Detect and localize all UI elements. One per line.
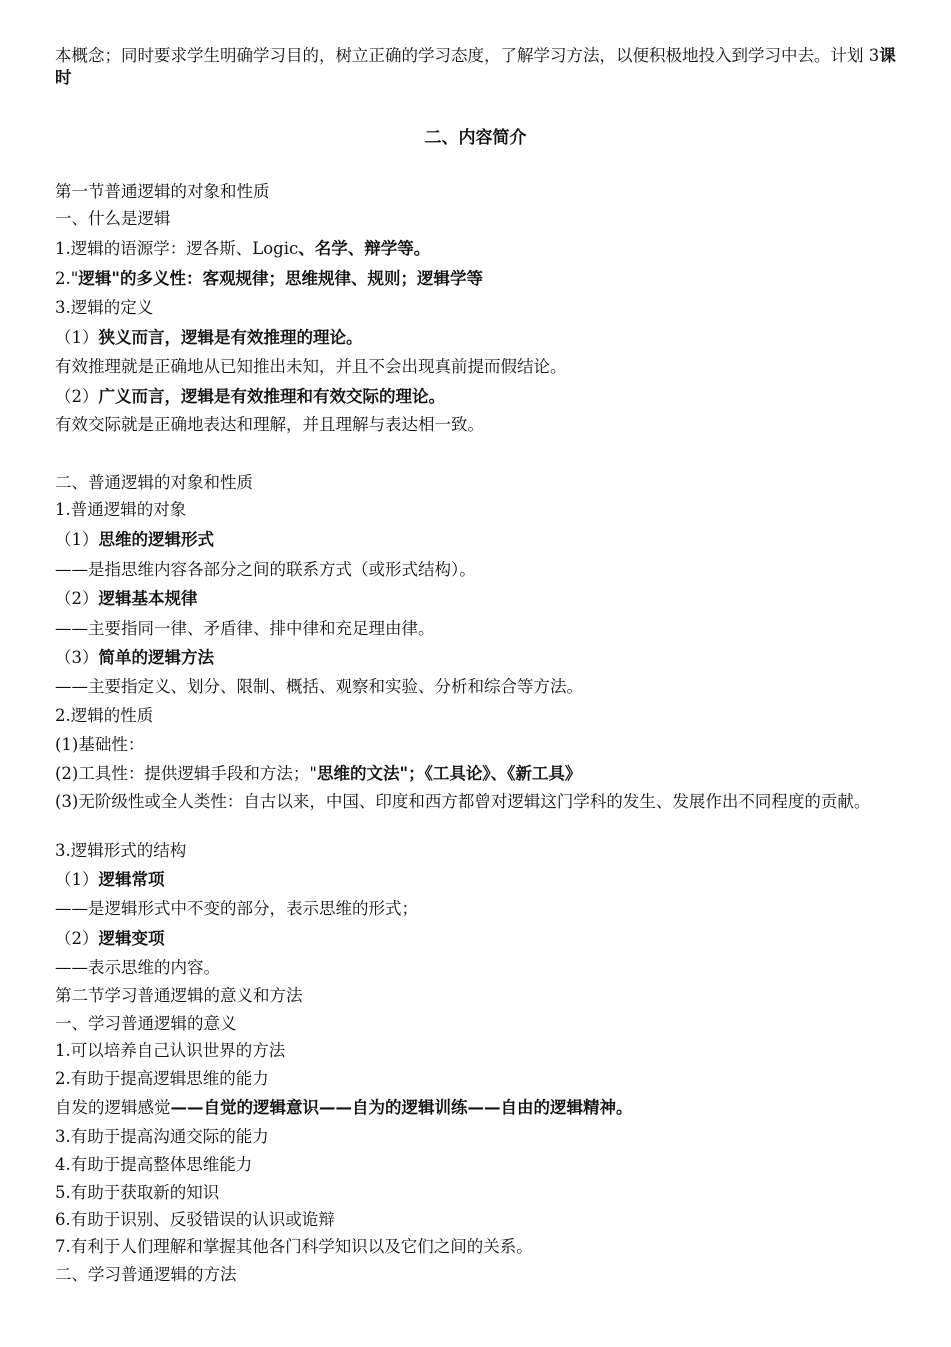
narrow-definition (55, 327, 896, 349)
polysemy-bold: 逻辑"的多义性：客观规律；思维规律、规则；逻辑学等 (78, 269, 483, 288)
broad-definition-desc: 有效交际就是正确地表达和理解，并且理解与表达相一致。 (55, 415, 484, 434)
etymology-bold: 、名学、辩学等。 (298, 239, 431, 258)
meaning-item-2: 2.有助于提高逻辑思维的能力 (55, 1069, 269, 1088)
meaning-item-7: 7.有利于人们理解和掌握其他各门科学知识以及它们之间的关系。 (55, 1237, 533, 1256)
broad-definition-num: （2） (55, 387, 99, 406)
etymology-text: 1.逻辑的语源学：逻各斯、Logic (55, 239, 299, 258)
meaning-item-6: 6.有助于识别、反驳错误的认识或诡辩 (55, 1210, 335, 1229)
object-item-1-num: （1） (55, 530, 99, 549)
form-item-2-desc: ——表示思维的内容。 (55, 958, 220, 977)
meaning-item-5: 5.有助于获取新的知识 (55, 1183, 220, 1202)
narrow-definition-bold: 狭义而言，逻辑是有效推理的理论。 (98, 328, 363, 347)
form-item-1-bold: 逻辑常项 (98, 870, 165, 889)
meaning-item-2-desc-text: 自发的逻辑感觉 (55, 1098, 171, 1117)
section-heading: 二、内容简介 (424, 128, 527, 148)
form-item-2 (55, 928, 896, 950)
section1-title: 第一节普通逻辑的对象和性质 (55, 182, 270, 201)
form-item-2-bold: 逻辑变项 (98, 929, 165, 948)
polysemy-text: 2." (55, 269, 79, 288)
object-item-2-bold: 逻辑基本规律 (98, 589, 198, 608)
nature-item-2-bold: 思维的文法"；《工具论》、《新工具》 (316, 764, 582, 783)
nature-item-1: (1)基础性： (55, 735, 145, 754)
object-item-2-desc: ——主要指同一律、矛盾律、排中律和充足理由律。 (55, 619, 435, 638)
object-item-1-desc: ——是指思维内容各部分之间的联系方式（或形式结构）。 (55, 560, 476, 579)
nature-title: 2.逻辑的性质 (55, 706, 154, 725)
intro-text-bold: 课时 (55, 46, 896, 87)
method-title: 二、学习普通逻辑的方法 (55, 1265, 237, 1284)
object-item-2-num: （2） (55, 589, 99, 608)
form-item-2-num: （2） (55, 929, 99, 948)
nature-item-3: (3)无阶级性或全人类性：自古以来，中国、印度和西方都曾对逻辑这门学科的发生、发展作出不同程度的贡献。 (55, 792, 871, 811)
intro-paragraph (55, 45, 896, 89)
nature-item-2 (55, 763, 896, 785)
section2-title: 第二节学习普通逻辑的意义和方法 (55, 986, 303, 1005)
form-item-1-num: （1） (55, 870, 99, 889)
form-title: 3.逻辑形式的结构 (55, 841, 187, 860)
object-item-1 (55, 529, 896, 551)
meaning-item-1: 1.可以培养自己认识世界的方法 (55, 1041, 286, 1060)
nature-item-2-text: (2)工具性：提供逻辑手段和方法；" (55, 764, 317, 783)
form-item-1 (55, 869, 896, 891)
narrow-definition-num: （1） (55, 328, 99, 347)
intro-text: 本概念；同时要求学生明确学习目的，树立正确的学习态度，了解学习方法，以便积极地投入到学习中去。计划 3 (55, 46, 880, 65)
object-item-3 (55, 647, 896, 669)
etymology-line (55, 238, 896, 260)
definition-title: 3.逻辑的定义 (55, 298, 154, 317)
broad-definition-bold: 广义而言，逻辑是有效推理和有效交际的理论。 (98, 387, 445, 406)
form-item-1-desc: ——是逻辑形式中不变的部分，表示思维的形式； (55, 899, 418, 918)
object-item-1-bold: 思维的逻辑形式 (98, 530, 214, 549)
meaning-item-4: 4.有助于提高整体思维能力 (55, 1155, 253, 1174)
meaning-title: 一、学习普通逻辑的意义 (55, 1014, 237, 1033)
object-item-2 (55, 588, 896, 610)
object-item-3-bold: 简单的逻辑方法 (98, 648, 214, 667)
polysemy-line (55, 268, 896, 290)
part2-title: 二、普通逻辑的对象和性质 (55, 473, 253, 492)
object-title: 1.普通逻辑的对象 (55, 500, 187, 519)
part1-title: 一、什么是逻辑 (55, 209, 171, 228)
object-item-3-desc: ——主要指定义、划分、限制、概括、观察和实验、分析和综合等方法。 (55, 677, 583, 696)
meaning-item-2-desc (55, 1097, 896, 1119)
object-item-3-num: （3） (55, 648, 99, 667)
narrow-definition-desc: 有效推理就是正确地从已知推出未知，并且不会出现真前提而假结论。 (55, 357, 567, 376)
meaning-item-2-desc-bold: ——自觉的逻辑意识——自为的逻辑训练——自由的逻辑精神。 (170, 1098, 633, 1117)
broad-definition (55, 386, 896, 408)
meaning-item-3: 3.有助于提高沟通交际的能力 (55, 1127, 269, 1146)
